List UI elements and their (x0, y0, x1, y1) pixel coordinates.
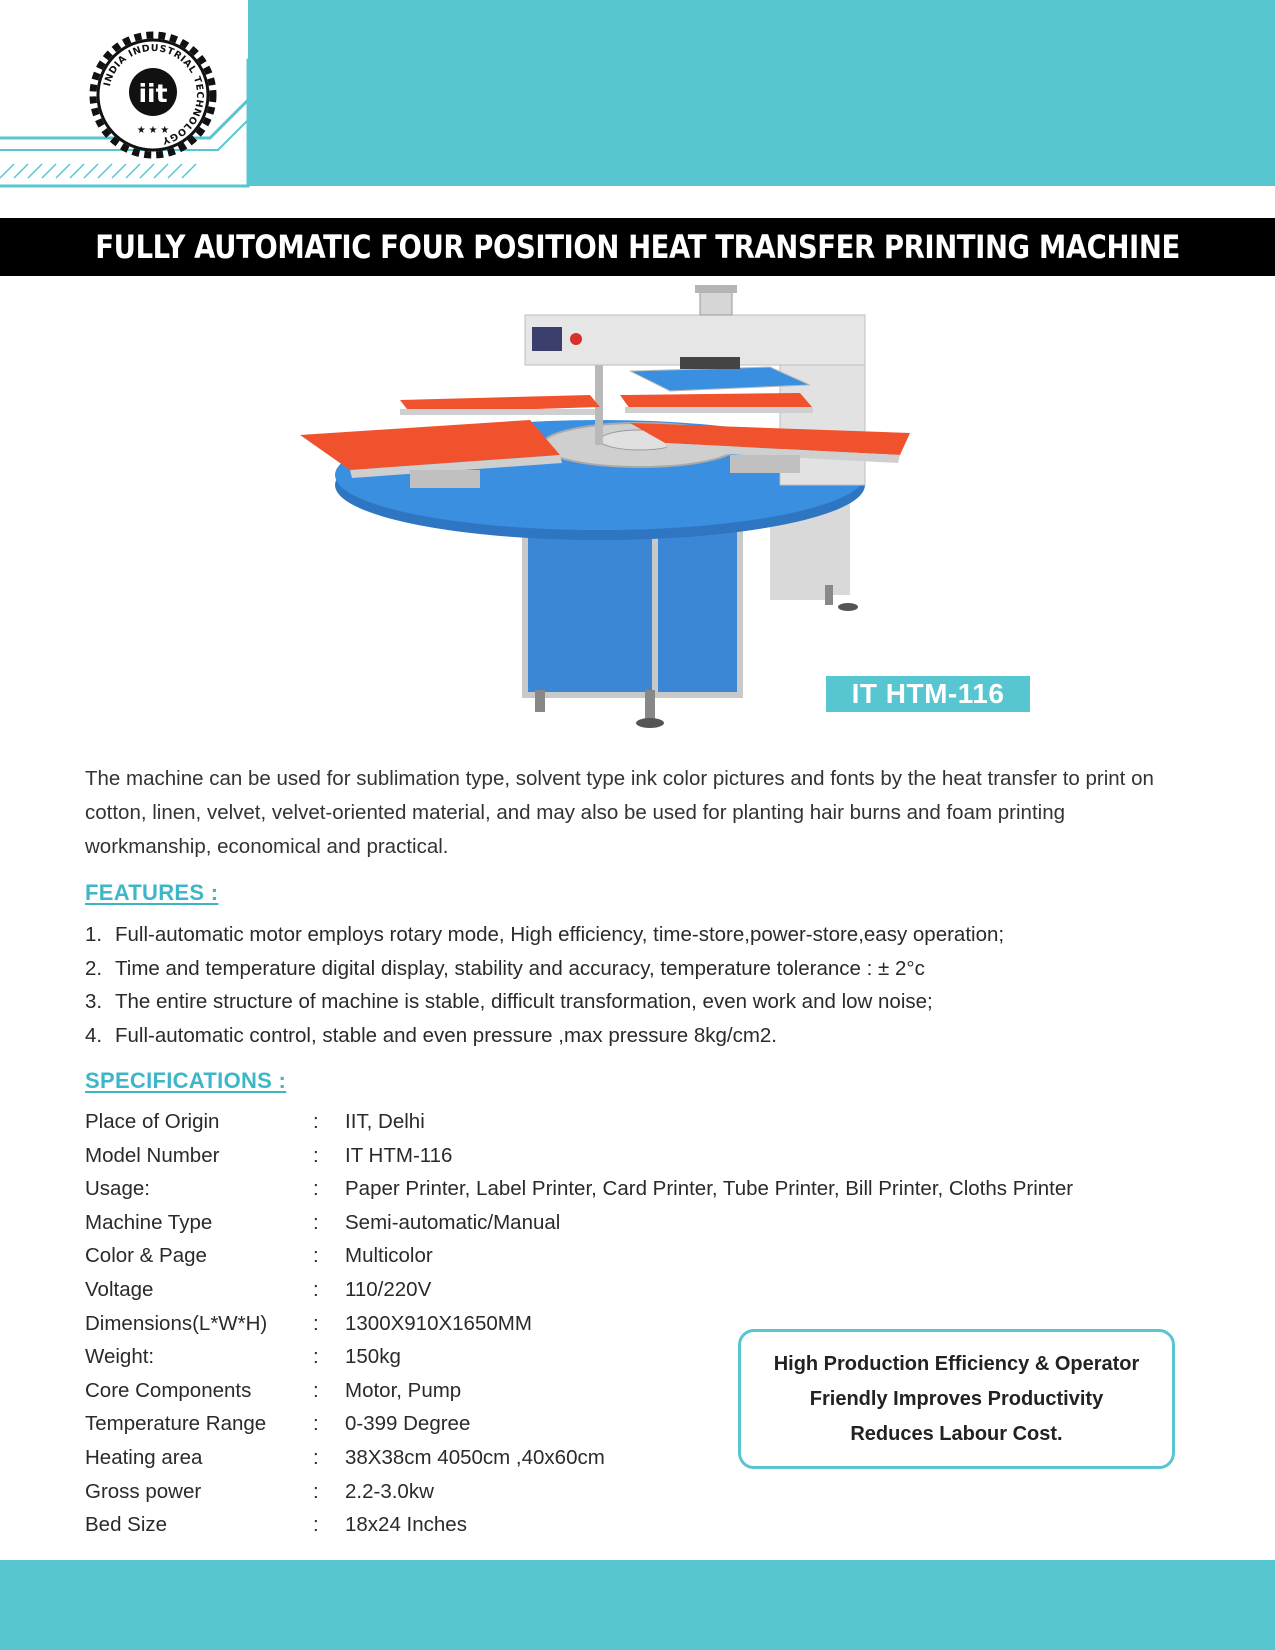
callout-line: High Production Efficiency & Operator (773, 1352, 1140, 1375)
callout-box (738, 1329, 1175, 1469)
spec-row: Place of Origin : IIT, Delhi (85, 1110, 425, 1133)
feature-item: 4. Full-automatic control, stable and even pressure ,max pressure 8kg/cm2. (85, 1023, 777, 1047)
model-tag: IT HTM-116 (826, 676, 1030, 712)
specifications-table (85, 1105, 1073, 1542)
logo-brand: iit (138, 79, 168, 108)
logo-ring-text: INDIA INDUSTRIAL TECHNOLOGY (101, 42, 206, 147)
features-heading: FEATURES : (85, 880, 219, 905)
feature-item: 3. The entire structure of machine is stable, difficult transformation, even work and low noise; (85, 990, 933, 1013)
spec-row: Bed Size : 18x24 Inches (85, 1513, 467, 1537)
svg-text:★ ★ ★: ★ ★ ★ (136, 125, 170, 136)
spec-row: Voltage : 110/220V (85, 1277, 432, 1301)
features-list (85, 918, 1004, 1052)
intro-paragraph: The machine can be used for sublimation type, solvent type ink color pictures and fonts by the heat transfer to print on cotton, linen, velvet, velvet-oriented material, and may also be used for planting hair burns and foam printing workmanship, economical and practical. (85, 767, 1154, 858)
callout-line: Reduces Labour Cost. (850, 1422, 1063, 1445)
spec-row: Machine Type : Semi-automatic/Manual (85, 1210, 561, 1234)
footer-band (0, 1560, 1275, 1650)
spec-row: Dimensions(L*W*H) : 1300X910X1650MM (85, 1311, 532, 1335)
spec-row: Model Number : IT HTM-116 (85, 1143, 453, 1167)
spec-row: Weight: : 150kg (85, 1345, 401, 1369)
feature-item: 1. Full-automatic motor employs rotary mode, High efficiency, time-store,power-store,easy operation; (85, 923, 1005, 946)
callout-line: Friendly Improves Productivity (809, 1387, 1104, 1410)
title-bar (0, 218, 1275, 276)
spec-row: Temperature Range : 0-399 Degree (85, 1412, 471, 1436)
specifications-heading: SPECIFICATIONS : (85, 1068, 287, 1093)
spec-row: Heating area : 38X38cm 4050cm ,40x60cm (85, 1445, 605, 1469)
page-title: FULLY AUTOMATIC FOUR POSITION HEAT TRANSFER PRINTING MACHINE (95, 228, 1180, 266)
spec-row: Usage: : Paper Printer, Label Printer, Card Printer, Tube Printer, Bill Printer, Cloths Printer (85, 1177, 1074, 1201)
feature-item: 2. Time and temperature digital display, stability and accuracy, temperature tolerance : ± 2°c (85, 956, 925, 980)
spec-row: Color & Page : Multicolor (85, 1244, 433, 1268)
spec-row: Core Components : Motor, Pump (85, 1378, 462, 1402)
iit-logo (88, 30, 218, 160)
spec-row: Gross power : 2.2-3.0kw (85, 1479, 434, 1503)
